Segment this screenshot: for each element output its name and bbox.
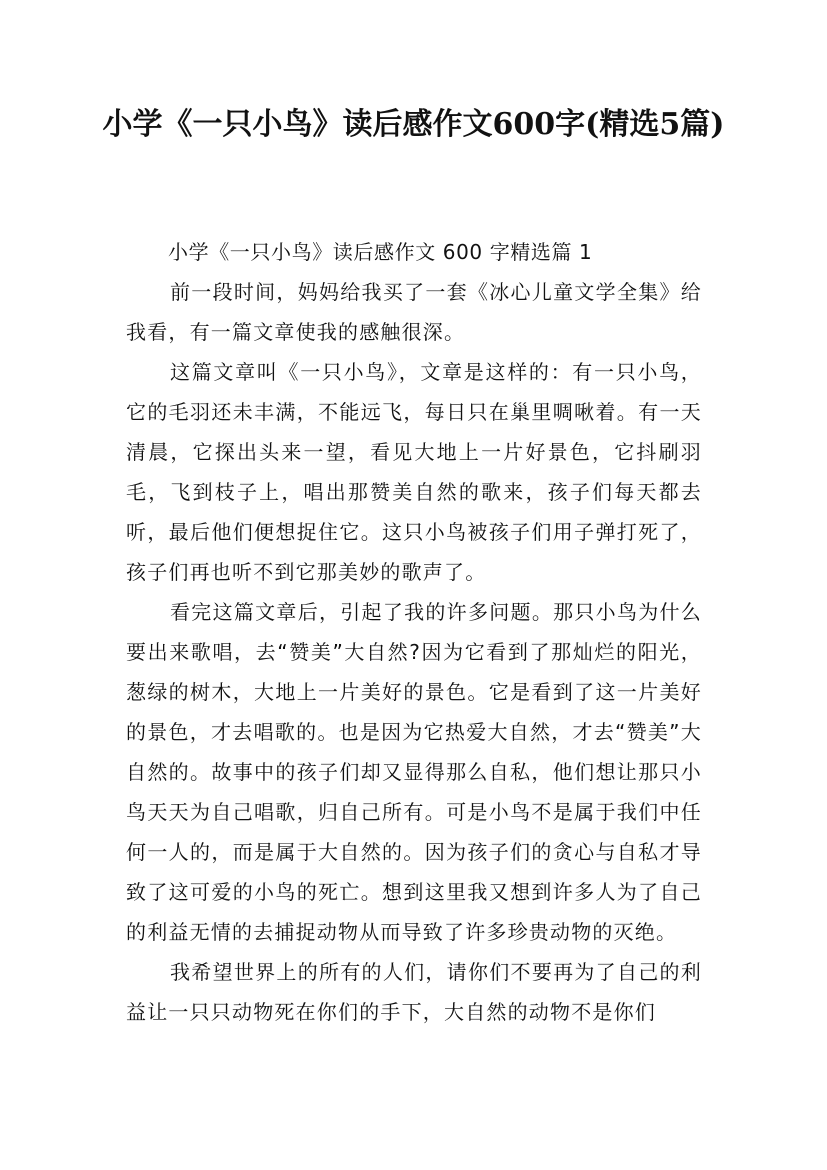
paragraph-1: 前一段时间，妈妈给我买了一套《冰心儿童文学全集》给我看，有一篇文章使我的感触很深。	[126, 280, 702, 344]
section-heading: 小学《一只小鸟》读后感作文 600 字精选篇 1	[168, 240, 593, 264]
document-body	[126, 232, 702, 1032]
document-title: 小学《一只小鸟》读后感作文600字(精选5篇)	[102, 107, 725, 142]
paragraph-3: 看完这篇文章后，引起了我的许多问题。那只小鸟为什么要出来歌唱，去“赞美”大自然?因为它看到了那灿烂的阳光，葱绿的树木，大地上一片美好的景色。它是看到了这一片美好的景色，才去唱歌的。也是因为它热爱大自然，才去“赞美”大自然的。故事中的孩子们却又显得那么自私，他们想让那只小鸟天天为自己唱歌，归自己所有。可是小鸟不是属于我们中任何一人的，而是属于大自然的。因为孩子们的贪心与自私才导致了这可爱的小鸟的死亡。想到这里我又想到许多人为了自己的利益无情的去捕捉动物从而导致了许多珍贵动物的灭绝。	[126, 600, 702, 944]
paragraph-2: 这篇文章叫《一只小鸟》，文章是这样的：有一只小鸟，它的毛羽还未丰满，不能远飞，每日只在巢里啁啾着。有一天清晨，它探出头来一望，看见大地上一片好景色，它抖刷羽毛，飞到枝子上，唱出那赞美自然的歌来，孩子们每天都去听，最后他们便想捉住它。这只小鸟被孩子们用子弹打死了，孩子们再也听不到它那美妙的歌声了。	[126, 360, 702, 584]
paragraph-4: 我希望世界上的所有的人们，请你们不要再为了自己的利益让一只只动物死在你们的手下，大自然的动物不是你们	[126, 960, 702, 1024]
